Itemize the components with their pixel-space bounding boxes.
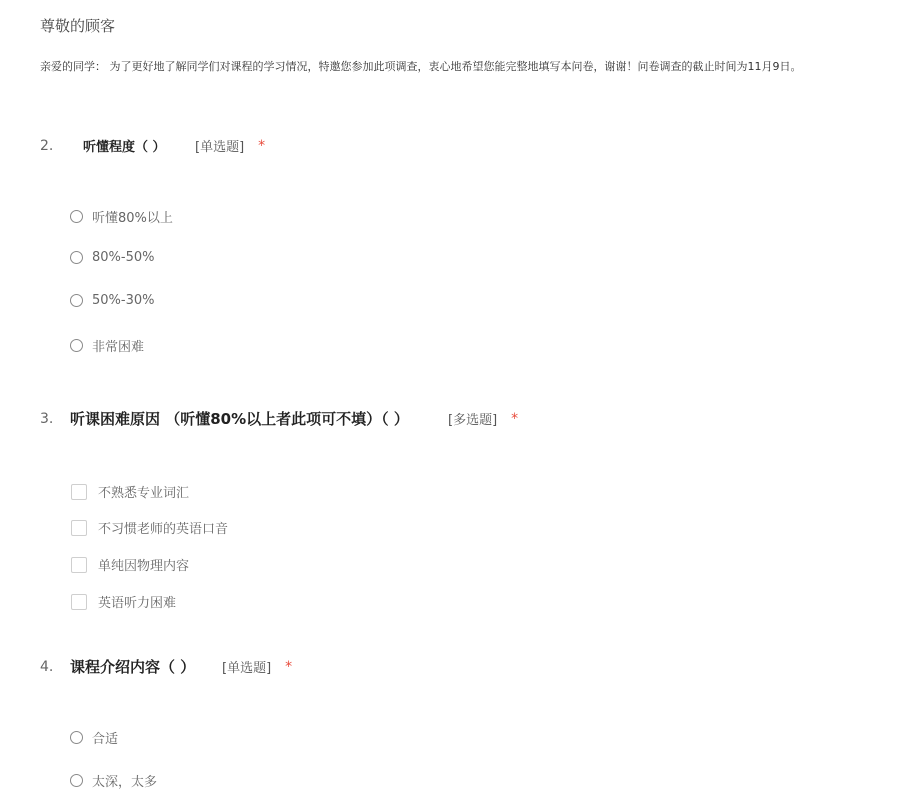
checkbox[interactable] — [71, 594, 87, 610]
radio-button[interactable] — [70, 339, 83, 352]
question-number: 4. — [40, 658, 54, 675]
option-checkbox[interactable] — [71, 555, 189, 574]
question-3-header — [40, 408, 518, 429]
radio-button[interactable] — [70, 251, 83, 264]
question-number: 3. — [40, 410, 54, 427]
question-type-label: [单选题] — [195, 140, 245, 155]
checkbox[interactable] — [71, 484, 87, 500]
survey-intro: 亲爱的同学： 为了更好地了解同学们对课程的学习情况，特邀您参加此项调查，衷心地希望您能完整地填写本问卷，谢谢！问卷调查的截止时间为11月9日。 — [40, 60, 802, 73]
option-label: 单纯因物理内容 — [98, 559, 190, 574]
option-label: 不习惯老师的英语口音 — [98, 522, 229, 537]
question-4-header — [40, 656, 292, 677]
radio-button[interactable] — [70, 731, 83, 744]
required-mark: * — [285, 658, 293, 675]
checkbox[interactable] — [71, 520, 87, 536]
option-label: 听懂80%以上 — [92, 211, 173, 226]
option-radio[interactable] — [70, 293, 154, 308]
required-mark: * — [258, 137, 266, 154]
radio-button[interactable] — [70, 774, 83, 787]
radio-button[interactable] — [70, 294, 83, 307]
question-2-header — [40, 136, 265, 155]
required-mark: * — [511, 410, 519, 427]
radio-button[interactable] — [70, 210, 83, 223]
option-radio[interactable] — [70, 728, 118, 747]
option-label: 合适 — [92, 732, 119, 747]
option-label: 不熟悉专业词汇 — [98, 486, 190, 501]
option-label: 50%-30% — [92, 293, 155, 308]
option-radio[interactable] — [70, 207, 173, 226]
checkbox[interactable] — [71, 557, 87, 573]
question-number: 2. — [40, 137, 54, 154]
question-title: 听懂程度（ ） — [83, 140, 166, 155]
option-checkbox[interactable] — [71, 518, 228, 537]
question-title: 听课困难原因 （听懂80%以上者此项可不填）（ ） — [70, 410, 409, 428]
question-type-label: [单选题] — [222, 661, 272, 676]
option-radio[interactable] — [70, 336, 144, 355]
option-checkbox[interactable] — [71, 482, 189, 501]
survey-greeting: 尊敬的顾客 — [40, 17, 116, 35]
option-label: 80%-50% — [92, 250, 155, 265]
option-label: 太深，太多 — [92, 775, 158, 790]
question-title: 课程介绍内容（ ） — [70, 658, 196, 676]
option-radio[interactable] — [70, 250, 154, 265]
option-checkbox[interactable] — [71, 592, 176, 611]
option-label: 英语听力困难 — [98, 596, 177, 611]
option-label: 非常困难 — [92, 340, 145, 355]
question-type-label: [多选题] — [448, 413, 498, 428]
option-radio[interactable] — [70, 771, 157, 790]
